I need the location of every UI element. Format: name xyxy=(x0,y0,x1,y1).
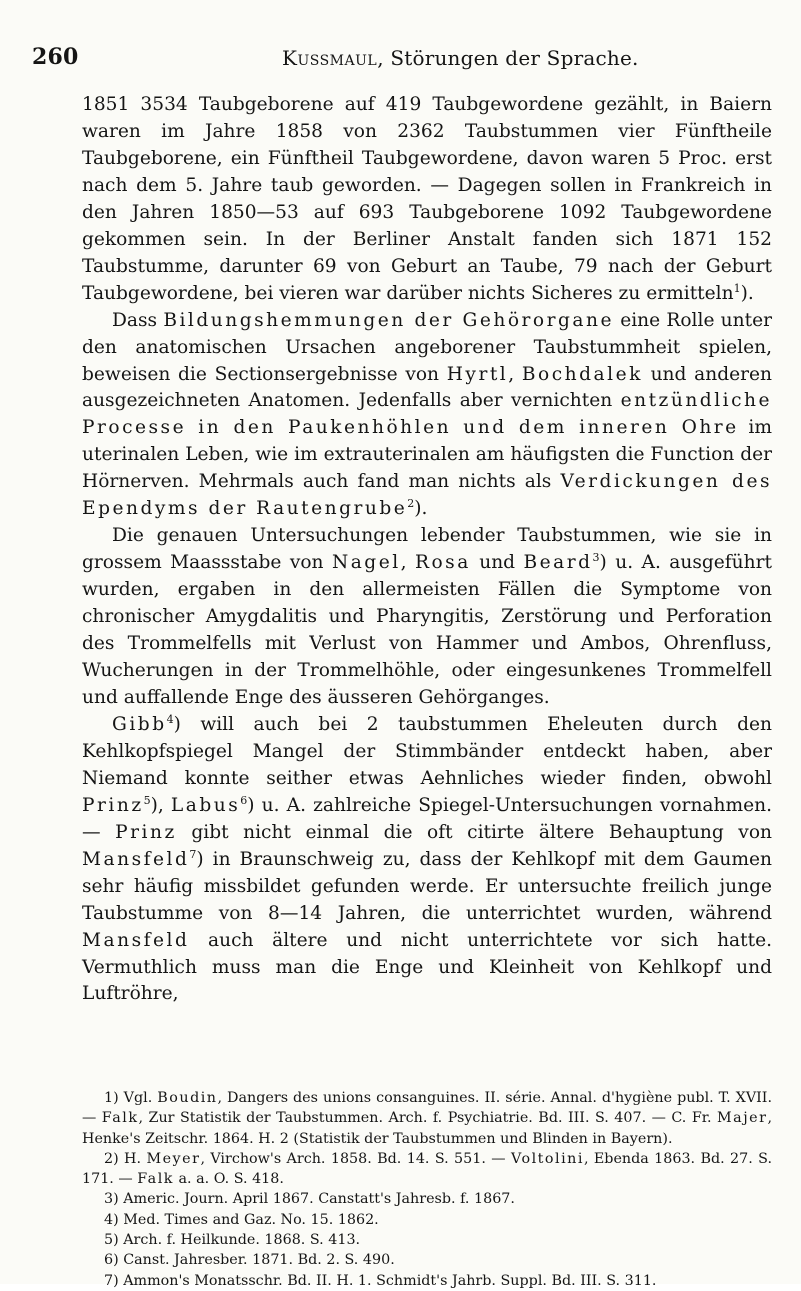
footnote-ref: 1 xyxy=(733,281,741,295)
footnotes xyxy=(82,1088,772,1291)
header-author: Kussmaul xyxy=(282,46,378,70)
footnote-ref: 2 xyxy=(407,497,415,511)
running-title xyxy=(282,46,639,70)
paragraph-1: 1851 3534 Taubgeborene auf 419 Taubgewordene gezählt, in Baiern waren im Jahre 1858 von 2362 Taubstummen vier Fünftheile Taubgeborene, ein Fünftheil Taubgewordene, davon waren 5 Proc. erst nach dem 5. Jahre taub geworden. — Dagegen sollen in Frankreich in den Jahren 1850—53 auf 693 Taubgeborene 1092 Taubgewordene gekommen sein. In der Berliner Anstalt fanden sich 1871 152 Taubstumme, darunter 69 von Geburt an Taube, 79 nach der Geburt Taubgewordene, bei vieren war darüber nichts Sicheres zu ermitteln$^1$). xyxy=(82,94,772,304)
footnote-5: 5) Arch. f. Heilkunde. 1868. S. 413. xyxy=(104,1232,361,1249)
paragraph-4: Gibb$^4$) will auch bei 2 taubstummen Eheleuten durch den Kehlkopfspiegel Mangel der Stimmbänder entdeckt haben, aber Niemand konnte seither etwas Aehnliches wieder finden, obwohl Prinz$^5$), Labus$^6$) u. A. zahlreiche Spiegel-Untersuchungen vornahmen. — Prinz gibt nicht einmal die oft citirte ältere Behauptung von Mansfeld$^7$) in Braunschweig zu, dass der Kehlkopf mit dem Gaumen sehr häufig missbildet gefunden werde. Er untersuchte freilich junge Taubstumme von 8—14 Jahren, die unterrichtet wurden, während Mansfeld auch ältere und nicht unterrichtete vor sich hatte. Vermuthlich muss man die Enge und Kleinheit von Kehlkopf und Luftröhre, xyxy=(82,712,773,1005)
footnote-4: 4) Med. Times and Gaz. No. 15. 1862. xyxy=(104,1211,379,1228)
footnote-ref: 7 xyxy=(189,847,197,861)
footnote-ref: 3 xyxy=(592,551,600,565)
paragraph-3: Die genauen Untersuchungen lebender Taubstummen, wie sie in grossem Maassstabe von Nagel, Rosa und Beard$^3$) u. A. ausgeführt wurden, ergaben in den allermeisten Fällen die Symptome von chronischer Amygdalitis und Pharyngitis, Zerstörung und Perforation des Trommelfells mit Verlust von Hammer und Ambos, Ohrenfluss, Wucherungen in der Trommelhöhle, oder eingesunkenes Trommelfell und auffallende Enge des äusseren Gehörganges. xyxy=(82,525,772,708)
footnote-2: 2) H. Meyer, Virchow's Arch. 1858. Bd. 14. S. 551. — Voltolini, Ebenda 1863. Bd. 27. S. 171. — Falk a. a. O. S. 418. xyxy=(82,1150,773,1188)
footnote-ref: 4 xyxy=(166,712,174,726)
footnote-3: 3) Americ. Journ. April 1867. Canstatt's Jahresb. f. 1867. xyxy=(104,1191,515,1208)
main-text xyxy=(82,92,772,1008)
header-title: , Störungen der Sprache. xyxy=(377,46,639,70)
page-number: 260 xyxy=(32,44,79,70)
footnote-1: 1) Vgl. Boudin, Dangers des unions consanguines. II. série. Annal. d'hygiène publ. T. XVII. — Falk, Zur Statistik der Taubstummen. Arch. f. Psychiatrie. Bd. III. S. 407. — C. Fr. Majer, Henke's Zeitschr. 1864. H. 2 (Statistik der Taubstummen und Blinden in Bayern). xyxy=(82,1090,772,1147)
running-header xyxy=(32,44,772,74)
footnote-7: 7) Ammon's Monatsschr. Bd. II. H. 1. Schmidt's Jahrb. Suppl. Bd. III. S. 311. xyxy=(104,1272,657,1289)
paragraph-2: Dass Bildungshemmungen der Gehörorgane eine Rolle unter den anatomischen Ursachen angeborener Taubstummheit spielen, beweisen die Sectionsergebnisse von Hyrtl, Bochdalek und anderen ausgezeichneten Anatomen. Jedenfalls aber vernichten entzündliche Processe in den Paukenhöhlen und dem inneren Ohre im uterinalen Leben, wie im extrauterinalen am häufigsten die Function der Hörnerven. Mehrmals auch fand man nichts als Verdickungen des Ependyms der Rautengrube$^2$). xyxy=(82,309,772,520)
footnote-6: 6) Canst. Jahresber. 1871. Bd. 2. S. 490. xyxy=(104,1252,395,1269)
footnote-ref: 5 xyxy=(143,793,151,807)
footnote-ref: 6 xyxy=(240,793,248,807)
